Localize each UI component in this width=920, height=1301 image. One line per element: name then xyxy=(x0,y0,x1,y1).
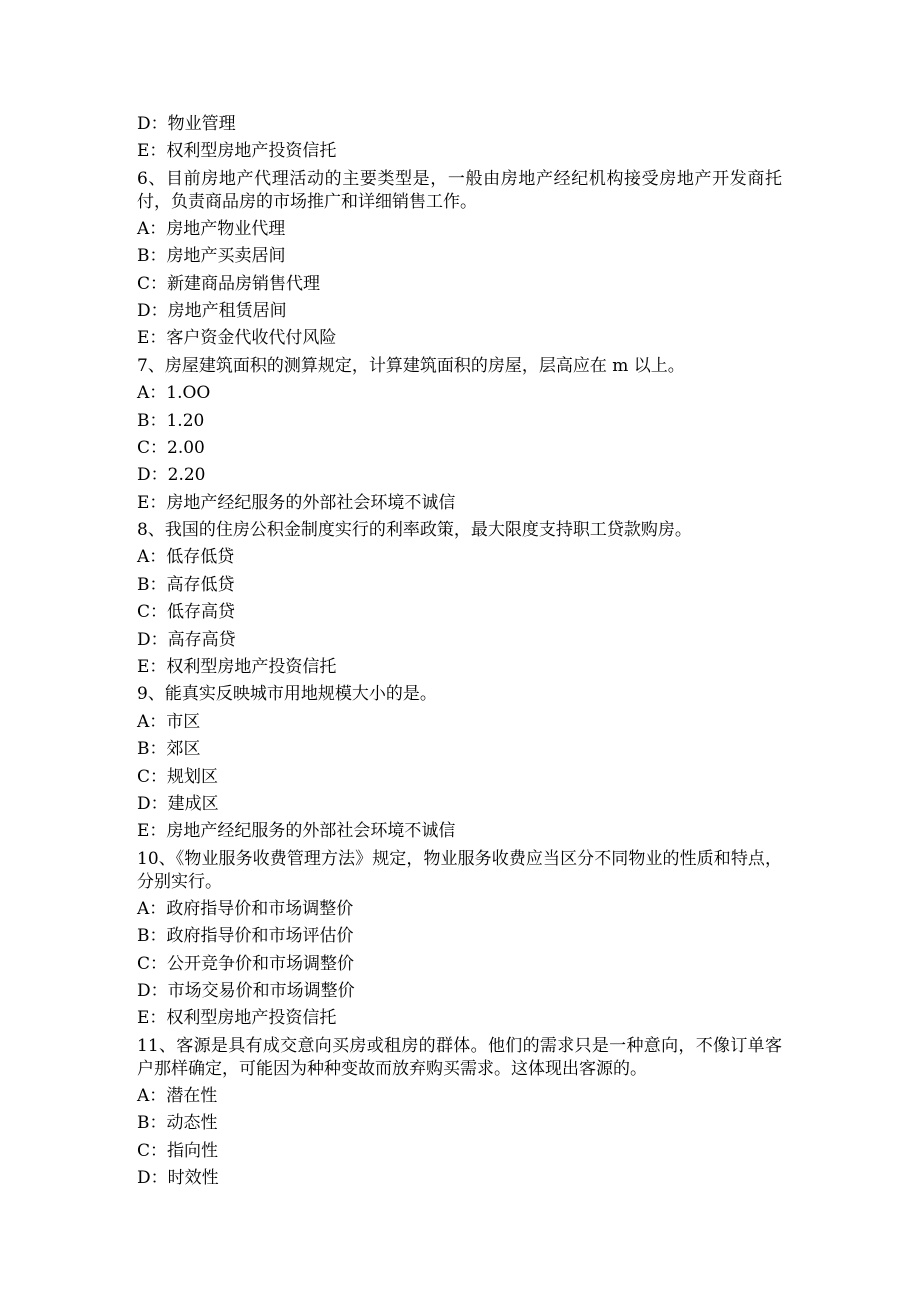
option-line: E：权利型房地产投资信托 xyxy=(137,657,337,678)
option-line: C：规划区 xyxy=(137,766,219,787)
option-line: C：新建商品房销售代理 xyxy=(137,273,321,294)
option-line: E：房地产经纪服务的外部社会环境不诚信 xyxy=(137,492,456,513)
option-line: B：动态性 xyxy=(137,1113,218,1134)
option-line: A：市区 xyxy=(137,711,201,732)
option-line: C：低存高贷 xyxy=(137,602,236,623)
option-line: A：低存低贷 xyxy=(137,547,235,568)
option-line: D：建成区 xyxy=(137,793,219,814)
option-line: E：权利型房地产投资信托 xyxy=(137,1008,337,1029)
question-10: 10、《物业服务收费管理方法》规定，物业服务收费应当区分不同物业的性质和特点，分别实行。 xyxy=(137,848,782,892)
option-line: B：房地产买卖居间 xyxy=(137,246,286,267)
question-9: 9、能真实反映城市用地规模大小的是。 xyxy=(137,684,437,705)
option-line: D：市场交易价和市场调整价 xyxy=(137,980,355,1001)
option-line: D：时效性 xyxy=(137,1167,219,1188)
option-line: A：政府指导价和市场调整价 xyxy=(137,898,354,919)
option-line: D：高存高贷 xyxy=(137,629,236,650)
option-line: E：权利型房地产投资信托 xyxy=(137,141,337,162)
option-line: B：政府指导价和市场评估价 xyxy=(137,926,354,947)
option-line: A：潜在性 xyxy=(137,1085,218,1106)
option-line: A：1.OO xyxy=(137,383,211,404)
option-line: B：郊区 xyxy=(137,739,201,760)
question-7: 7、房屋建筑面积的测算规定，计算建筑面积的房屋，层高应在 m 以上。 xyxy=(137,355,685,376)
option-line: C：指向性 xyxy=(137,1140,219,1161)
option-line: E：客户资金代收代付风险 xyxy=(137,328,337,349)
option-line: C：2.00 xyxy=(137,437,205,458)
option-line: B：高存低贷 xyxy=(137,574,235,595)
option-line: A：房地产物业代理 xyxy=(137,218,286,239)
document-page xyxy=(137,111,787,1192)
option-line: E：房地产经纪服务的外部社会环境不诚信 xyxy=(137,821,456,842)
question-11: 11、客源是具有成交意向买房或租房的群体。他们的需求只是一种意向，不像订单客户那样确定，可能因为种种变故而放弃购买需求。这体现出客源的。 xyxy=(137,1035,782,1079)
option-line: D：物业管理 xyxy=(137,114,236,134)
option-line: D：2.20 xyxy=(137,465,206,486)
option-line: C：公开竞争价和市场调整价 xyxy=(137,953,355,974)
option-line: D：房地产租赁居间 xyxy=(137,300,287,321)
option-line: B：1.20 xyxy=(137,410,205,431)
question-6: 6、目前房地产代理活动的主要类型是，一般由房地产经纪机构接受房地产开发商托付，负责商品房的市场推广和详细销售工作。 xyxy=(137,168,782,212)
question-8: 8、我国的住房公积金制度实行的利率政策，最大限度支持职工贷款购房。 xyxy=(137,520,692,541)
